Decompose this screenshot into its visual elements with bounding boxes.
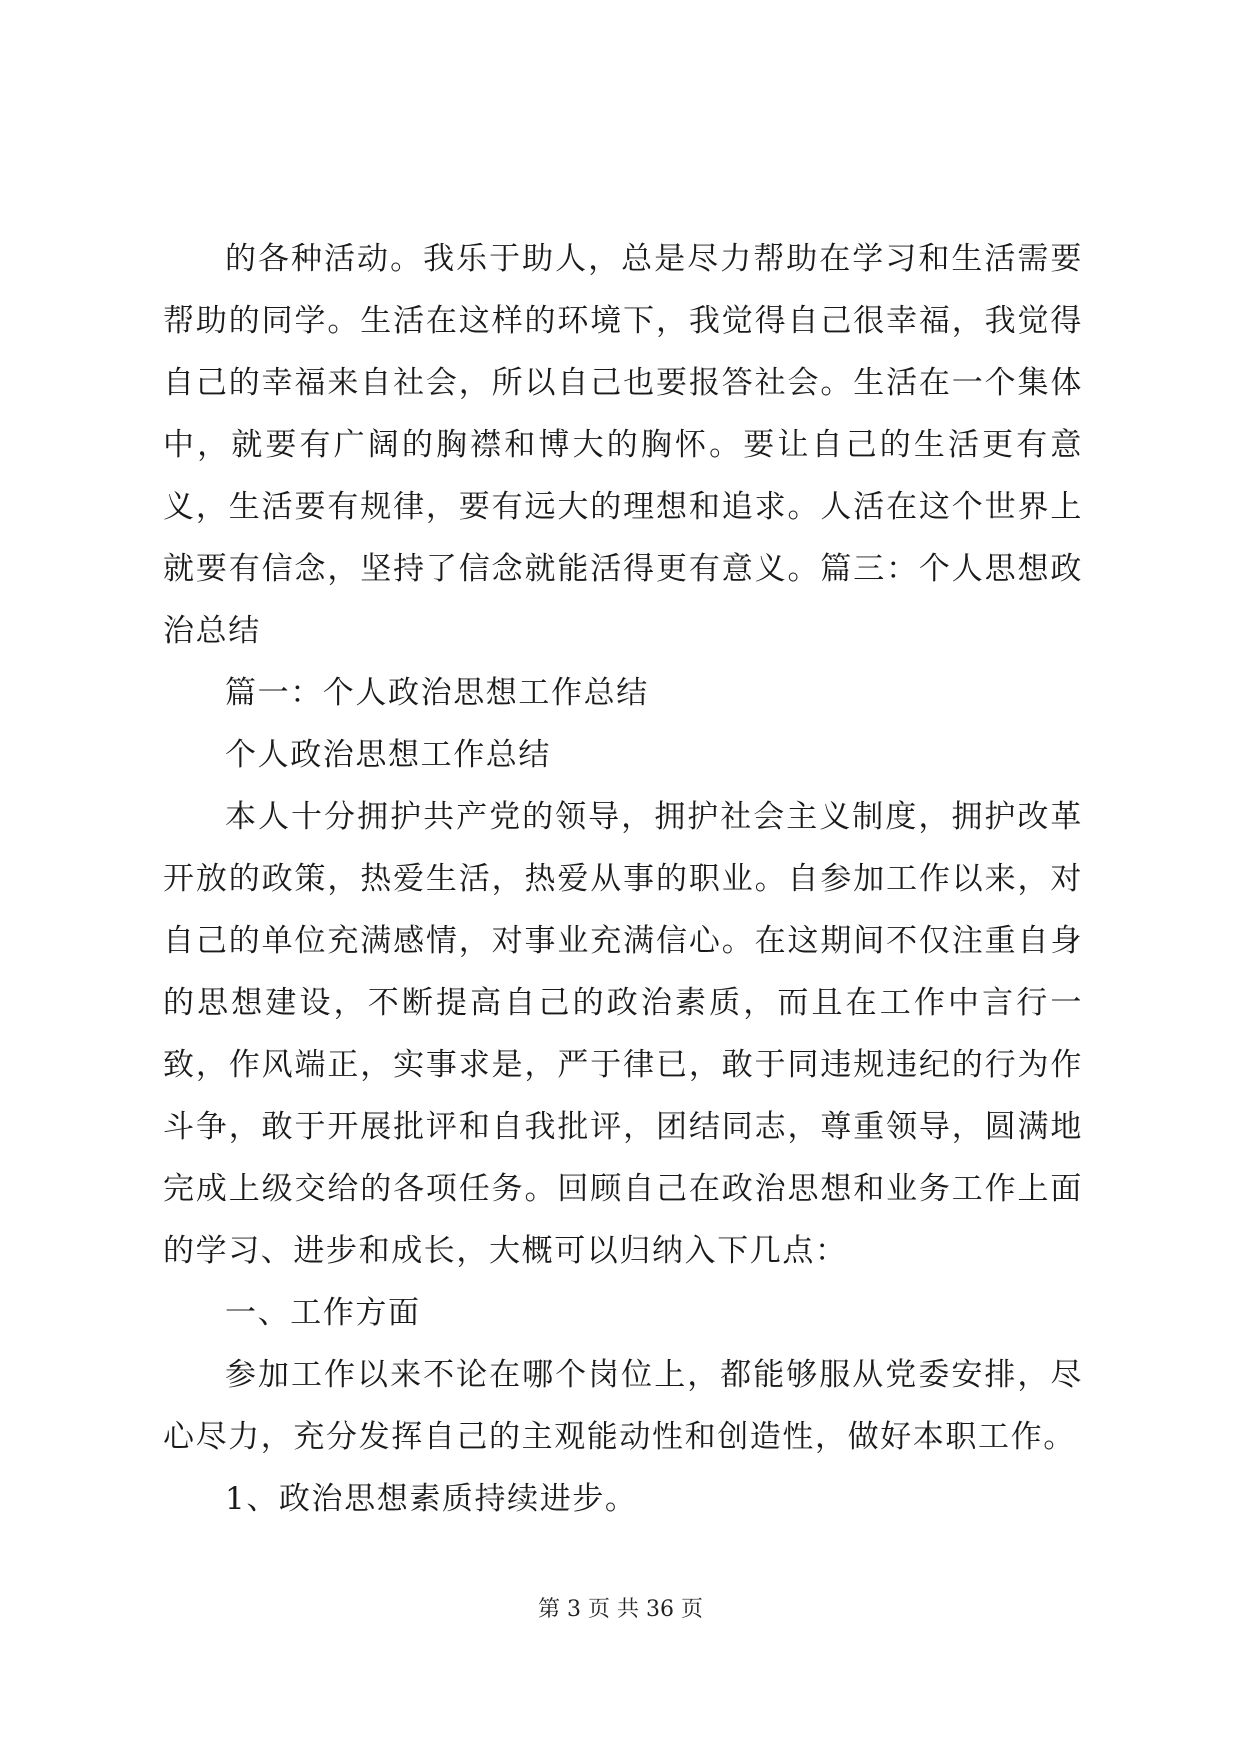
paragraph-work: 参加工作以来不论在哪个岗位上，都能够服从党委安排，尽心尽力，充分发挥自己的主观能动性和创造性，做好本职工作。 <box>163 1357 1083 1455</box>
section-heading-work: 一、工作方面 <box>225 1295 421 1331</box>
page-number-footer: 第 3 页 共 36 页 <box>538 1597 703 1622</box>
list-item-political: 1、政治思想素质持续进步。 <box>225 1481 638 1517</box>
paragraph-heading-part-one: 篇一：个人政治思想工作总结 <box>225 675 649 711</box>
document-body <box>163 228 1083 1530</box>
paragraph-continuation: 的各种活动。我乐于助人，总是尽力帮助在学习和生活需要帮助的同学。生活在这样的环境下，我觉得自己很幸福，我觉得自己的幸福来自社会，所以自己也要报答社会。生活在一个集体中，就要有广阔的胸襟和博大的胸怀。要让自己的生活更有意义，生活要有规律，要有远大的理想和追求。人活在这个世界上就要有信念，坚持了信念就能活得更有意义。篇三：个人思想政治总结 <box>163 241 1083 649</box>
paragraph-body: 本人十分拥护共产党的领导，拥护社会主义制度，拥护改革开放的政策，热爱生活，热爱从事的职业。自参加工作以来，对自己的单位充满感情，对事业充满信心。在这期间不仅注重自身的思想建设，不断提高自己的政治素质，而且在工作中言行一致，作风端正，实事求是，严于律已，敢于同违规违纪的行为作斗争，敢于开展批评和自我批评，团结同志，尊重领导，圆满地完成上级交给的各项任务。回顾自己在政治思想和业务工作上面的学习、进步和成长，大概可以归纳入下几点： <box>163 799 1083 1269</box>
paragraph-title: 个人政治思想工作总结 <box>225 737 551 773</box>
